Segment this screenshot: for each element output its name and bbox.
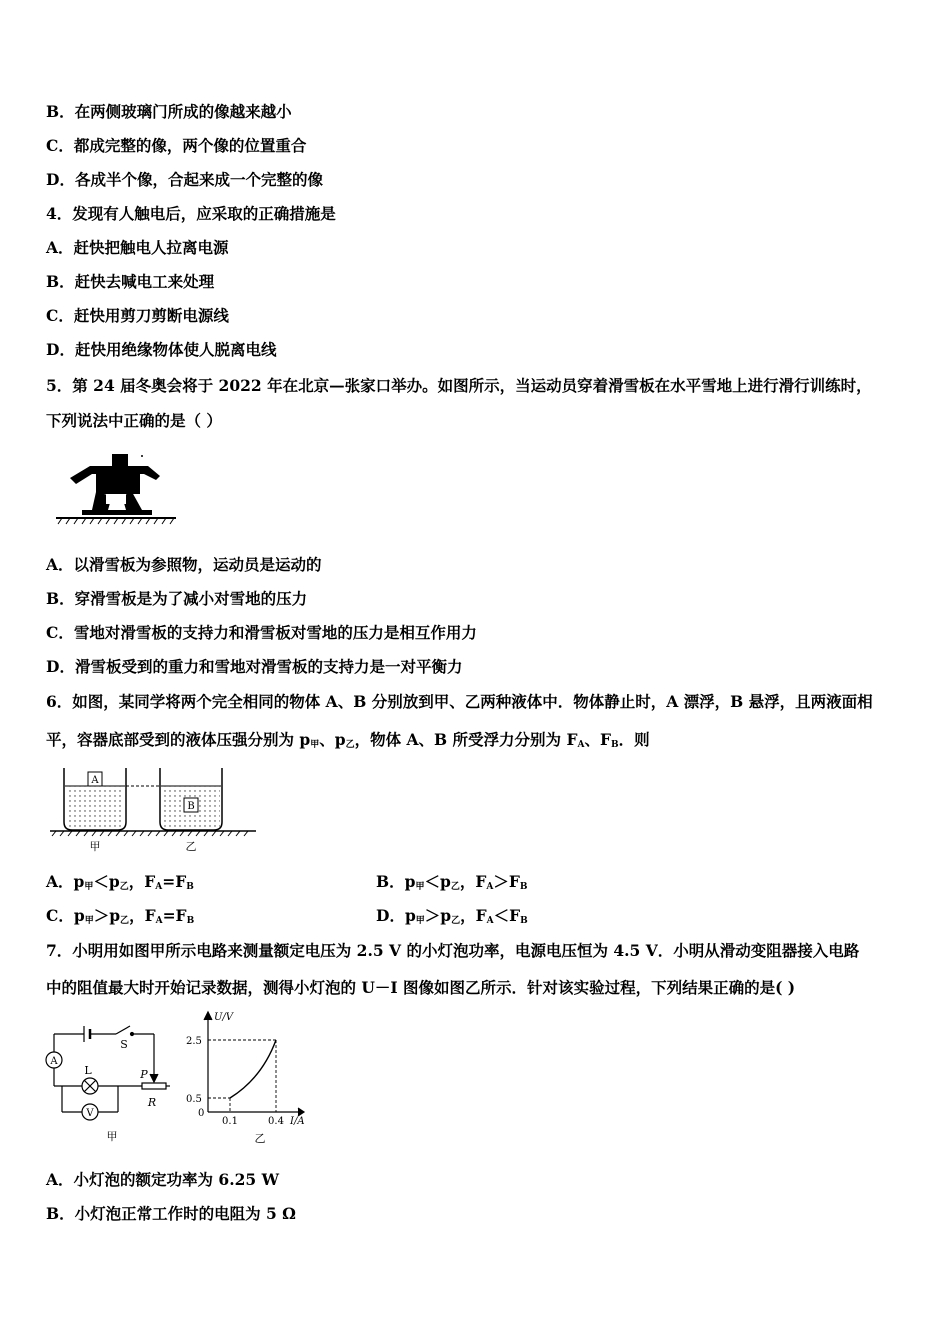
containers-figure	[48, 764, 260, 856]
ui-graph	[184, 1008, 316, 1148]
q4-option-d: D．赶快用绝缘物体使人脱离电线	[46, 340, 277, 359]
graph-tick-x1: 0.1	[222, 1116, 238, 1127]
graph-y-label: U/V	[214, 1012, 234, 1023]
q3-option-d: D．各成半个像，合起来成一个完整的像	[46, 170, 323, 189]
q6-option-c: C．$p_甲>p_乙$，$F_A=F_B$	[46, 906, 195, 926]
q4-option-c: C．赶快用剪刀剪断电源线	[46, 306, 229, 325]
q7-stem-line1: 7．小明用如图甲所示电路来测量额定电压为 2.5 V 的小灯泡功率，电源电压恒为 4.5 V．小明从滑动变阻器接入电路	[46, 941, 860, 960]
q7-option-a: A．小灯泡的额定功率为 6.25 W	[46, 1170, 279, 1189]
q6-option-a: A．$p_甲<p_乙$，$F_A=F_B$	[46, 872, 194, 892]
q7-option-b: B．小灯泡正常工作时的电阻为 5 Ω	[46, 1204, 296, 1223]
ammeter-label: A	[50, 1056, 58, 1067]
q5-stem-line1: 5．第 24 届冬奥会将于 2022 年在北京—张家口举办。如图所示，当运动员穿着滑雪板在水平雪地上进行滑行训练时，	[46, 376, 872, 395]
circuit-caption: 甲	[106, 1130, 118, 1143]
q4-option-b: B．赶快去喊电工来处理	[46, 272, 215, 291]
graph-origin: 0	[198, 1108, 205, 1119]
q5-option-a: A．以滑雪板为参照物，运动员是运动的	[46, 555, 322, 574]
q4-stem: 4．发现有人触电后，应采取的正确措施是	[46, 204, 336, 223]
object-b-label: B	[187, 801, 195, 812]
graph-tick-y2: 0.5	[186, 1094, 202, 1105]
q5-option-d: D．滑雪板受到的重力和雪地对滑雪板的支持力是一对平衡力	[46, 657, 463, 676]
q3-option-b: B．在两侧玻璃门所成的像越来越小	[46, 102, 292, 121]
q5-stem-line2: 下列说法中正确的是（ ）	[46, 411, 222, 430]
graph-tick-y1: 2.5	[186, 1036, 202, 1047]
snowboarder-figure	[52, 448, 178, 528]
voltmeter-label: V	[86, 1108, 94, 1119]
q6-stem-line1: 6．如图，某同学将两个完全相同的物体 A、B 分别放到甲、乙两种液体中．物体静止时，A 漂浮，B 悬浮，且两液面相	[46, 692, 873, 711]
q3-option-c: C．都成完整的像，两个像的位置重合	[46, 136, 307, 155]
switch-label: S	[120, 1038, 128, 1051]
circuit-diagram	[42, 1014, 174, 1148]
rheostat-label: R	[147, 1096, 157, 1109]
object-a-label: A	[91, 775, 99, 786]
q5-option-b: B．穿滑雪板是为了减小对雪地的压力	[46, 589, 308, 608]
q6-option-b: B．$p_甲<p_乙$，$F_A>F_B$	[376, 872, 528, 892]
graph-x-label: I/A	[290, 1116, 305, 1127]
container-jia-label: 甲	[89, 840, 101, 853]
graph-tick-x2: 0.4	[268, 1116, 284, 1127]
slider-label: P	[140, 1068, 148, 1081]
graph-caption: 乙	[254, 1132, 266, 1145]
q6-stem-line2: 平，容器底部受到的液体压强分别为 $p_甲$、$p_乙$，物体 A、B 所受浮力分别为 $F_A$、$F_B$．则	[46, 730, 650, 750]
container-yi-label: 乙	[185, 840, 197, 853]
lamp-label: L	[84, 1064, 92, 1077]
q6-option-d: D．$p_甲>p_乙$，$F_A<F_B$	[376, 906, 528, 926]
q7-stem-line2: 中的阻值最大时开始记录数据，测得小灯泡的 U－I 图像如图乙所示．针对该实验过程，下列结果正确的是( )	[46, 978, 796, 997]
q4-option-a: A．赶快把触电人拉离电源	[46, 238, 229, 257]
q5-option-c: C．雪地对滑雪板的支持力和滑雪板对雪地的压力是相互作用力	[46, 623, 477, 642]
